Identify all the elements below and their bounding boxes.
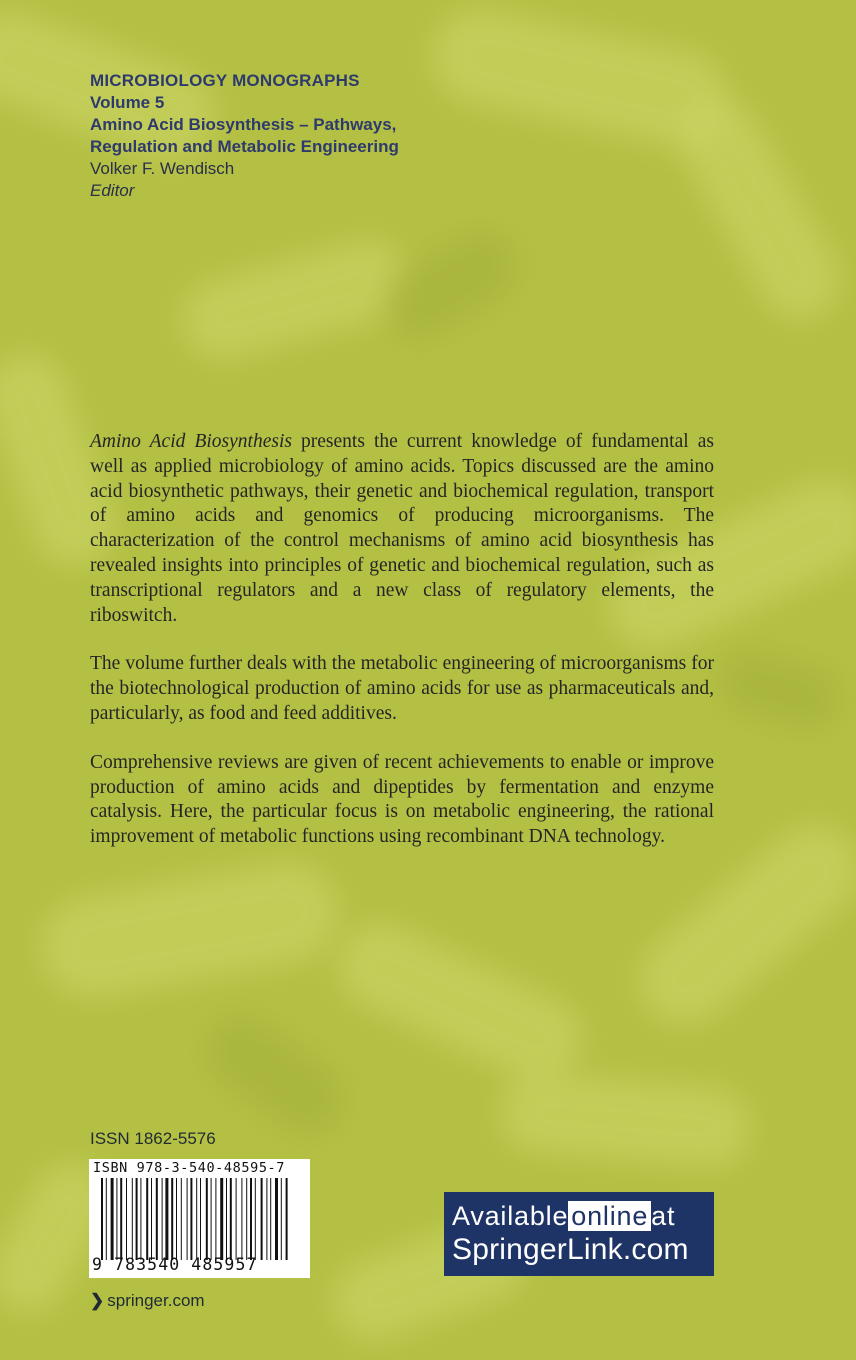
volume-number: Volume 5 bbox=[90, 93, 165, 112]
book-title-line1: Amino Acid Biosynthesis – Pathways, bbox=[90, 115, 397, 134]
description-paragraph-1 bbox=[90, 430, 714, 628]
springerlink-badge[interactable] bbox=[444, 1192, 714, 1276]
isbn-number: ISBN 978-3-540-48595-7 bbox=[93, 1160, 286, 1176]
series-info bbox=[90, 70, 399, 202]
at-text: at bbox=[651, 1201, 676, 1231]
description-paragraph-2: The volume further deals with the metabolic engineering of microorganisms for the biotechnological production of amino acids for use as pharmaceuticals and, particularly, as food and feed additives. bbox=[90, 653, 714, 724]
available-online-line bbox=[452, 1199, 675, 1233]
editor-role: Editor bbox=[90, 181, 135, 200]
book-title-line2: Regulation and Metabolic Engineering bbox=[90, 137, 399, 156]
description-paragraph-3: Comprehensive reviews are given of recent achievements to enable or improve production of amino acids and dipeptides by fermentation and enzyme catalysis. Here, the particular focus is on metabolic engineering, the rational improvement of metabolic functions using recombinant DNA technology. bbox=[90, 751, 714, 848]
springer-website-link[interactable] bbox=[90, 1291, 205, 1311]
description-paragraph-1-text: presents the current knowledge of fundamental as well as applied microbiology of amino acids. Topics discussed are the amino acid biosynthetic pathways, their genetic and biochemical regulation, transport of amino acids and genomics of producing microorganisms. The characterization of the control mechanisms of amino acid biosynthesis has revealed insights into principles of genetic and biochemical regulation, such as transcriptional regulators and a new class of regulatory elements, the riboswitch. bbox=[90, 431, 714, 626]
series-name: MICROBIOLOGY MONOGRAPHS bbox=[90, 71, 360, 90]
editor-name: Volker F. Wendisch bbox=[90, 159, 235, 178]
issn-label: ISSN 1862-5576 bbox=[90, 1129, 216, 1148]
barcode-digits: 9 783540 485957 bbox=[92, 1255, 258, 1274]
springer-website-label: springer.com bbox=[107, 1291, 205, 1310]
chevron-right-icon: ❯ bbox=[90, 1291, 105, 1310]
book-description bbox=[90, 430, 714, 874]
springerlink-site: SpringerLink.com bbox=[452, 1233, 689, 1266]
book-title-italic: Amino Acid Biosynthesis bbox=[90, 431, 292, 452]
available-text: Available bbox=[452, 1201, 569, 1231]
online-text: online bbox=[568, 1201, 651, 1231]
barcode-bars bbox=[101, 1178, 306, 1260]
isbn-barcode bbox=[89, 1159, 310, 1278]
